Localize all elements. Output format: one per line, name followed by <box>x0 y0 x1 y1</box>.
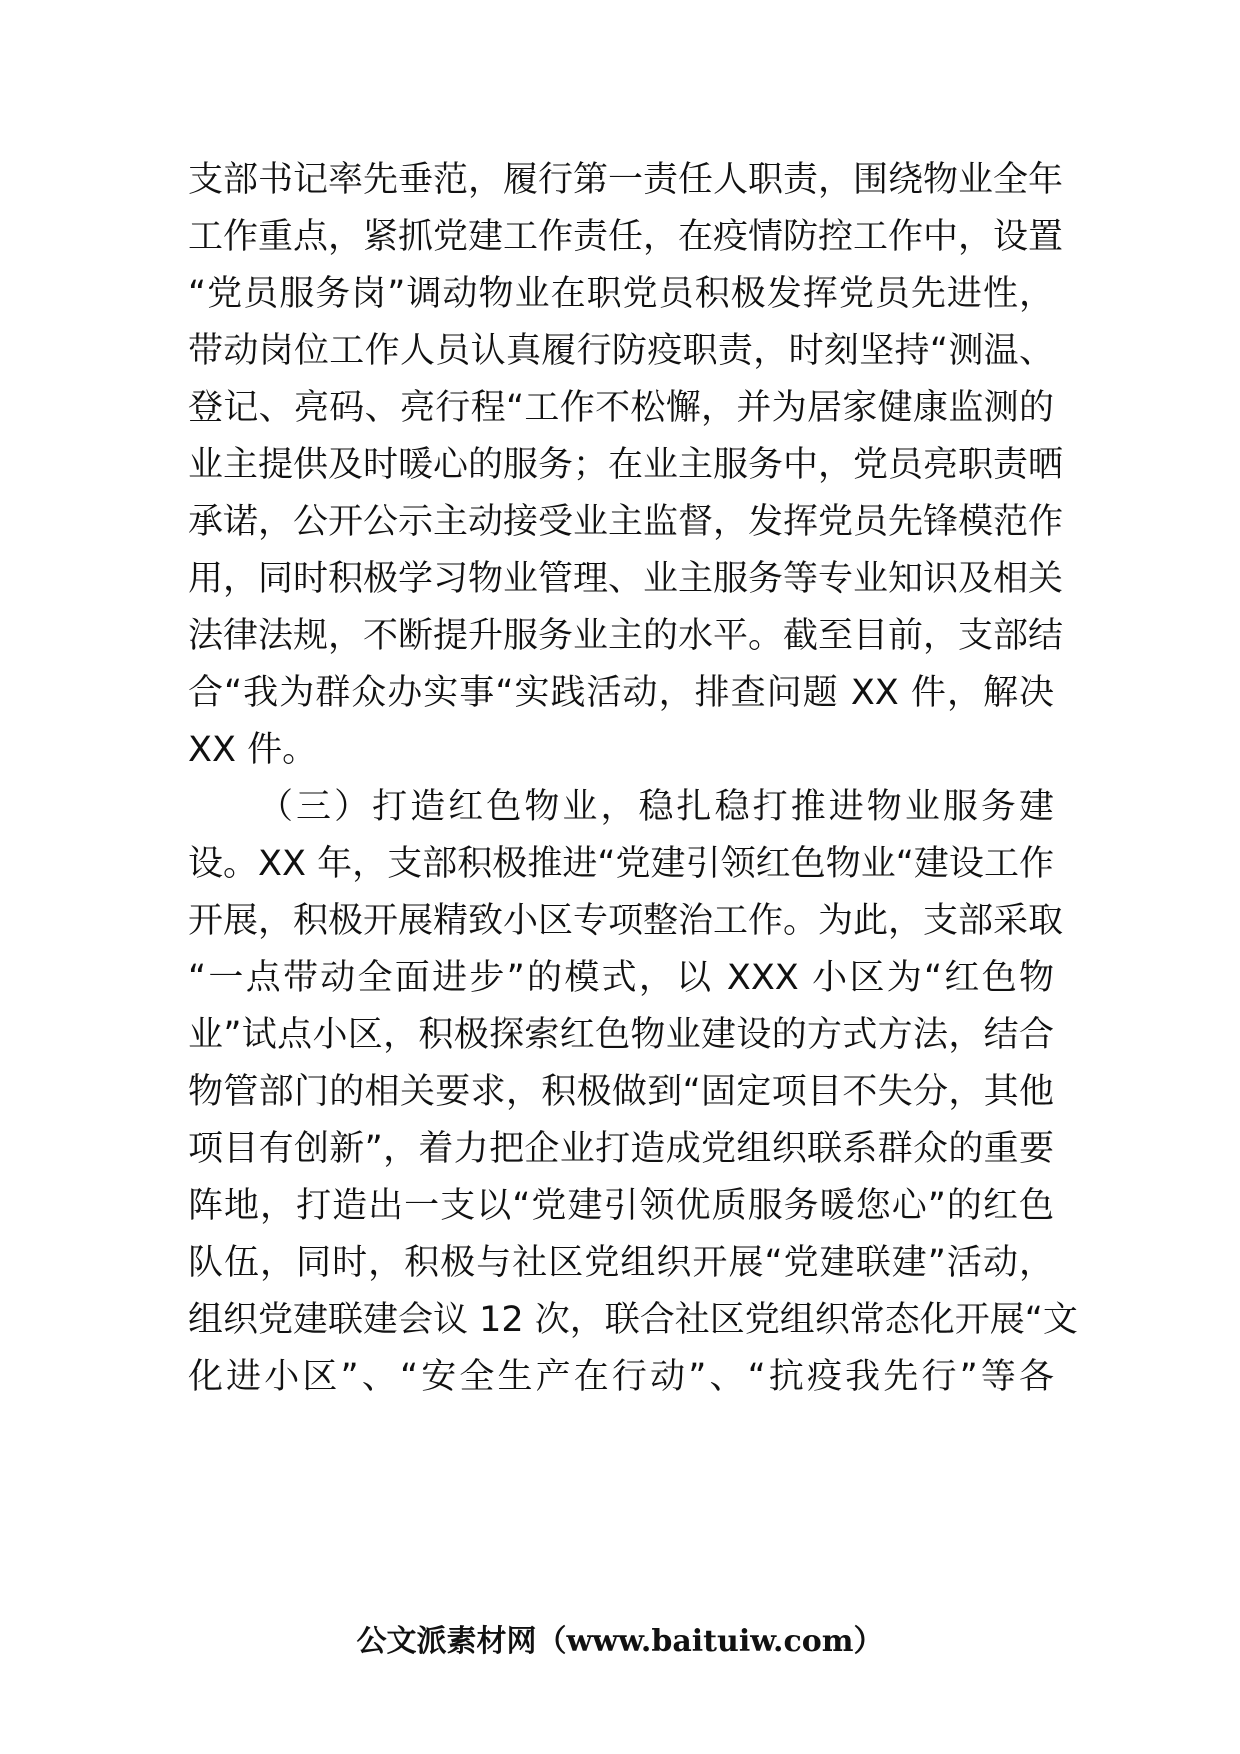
body-line: 用，同时积极学习物业管理、业主服务等专业知识及相关 <box>188 559 1064 599</box>
footer-source: 公文派素材网（www.baituiw.com） <box>356 1624 884 1659</box>
body-line: 阵地，打造出一支以“党建引领优质服务暖您心”的红色 <box>188 1186 1054 1226</box>
body-line: 带动岗位工作人员认真履行防疫职责，时刻坚持“测温、 <box>188 331 1054 371</box>
body-line: 工作重点，紧抓党建工作责任，在疫情防控工作中，设置 <box>188 217 1064 257</box>
body-line: 承诺，公开公示主动接受业主监督，发挥党员先锋模范作 <box>188 502 1064 542</box>
body-line: 法律法规，不断提升服务业主的水平。截至目前，支部结 <box>188 616 1064 656</box>
body-line: 设。XX 年，支部积极推进“党建引领红色物业“建设工作 <box>188 844 1054 884</box>
body-line: 开展，积极开展精致小区专项整治工作。为此，支部采取 <box>188 901 1064 941</box>
body-line: 业”试点小区，积极探索红色物业建设的方式方法，结合 <box>188 1015 1054 1055</box>
body-line: “党员服务岗”调动物业在职党员积极发挥党员先进性， <box>188 274 1054 314</box>
body-line: 队伍，同时，积极与社区党组织开展“党建联建”活动， <box>188 1243 1054 1283</box>
body-line: 合“我为群众办实事“实践活动，排查问题 XX 件，解决 <box>188 673 1054 713</box>
body-line: 组织党建联建会议 12 次，联合社区党组织常态化开展“文 <box>188 1300 1078 1340</box>
body-line: 化进小区”、“安全生产在行动”、“抗疫我先行”等各 <box>188 1357 1054 1397</box>
body-line: 项目有创新”，着力把企业打造成党组织联系群众的重要 <box>188 1129 1054 1169</box>
body-line: 物管部门的相关要求，积极做到“固定项目不失分，其他 <box>188 1072 1054 1112</box>
section-heading-line: （三）打造红色物业，稳扎稳打推进物业服务建 <box>258 787 1054 827</box>
body-line: 业主提供及时暖心的服务；在业主服务中，党员亮职责晒 <box>188 445 1064 485</box>
body-line: 登记、亮码、亮行程“工作不松懈，并为居家健康监测的 <box>188 388 1054 428</box>
body-line: XX 件。 <box>188 730 318 770</box>
body-line: 支部书记率先垂范，履行第一责任人职责，围绕物业全年 <box>188 160 1064 200</box>
body-line: “一点带动全面进步”的模式，以 XXX 小区为“红色物 <box>188 958 1054 998</box>
